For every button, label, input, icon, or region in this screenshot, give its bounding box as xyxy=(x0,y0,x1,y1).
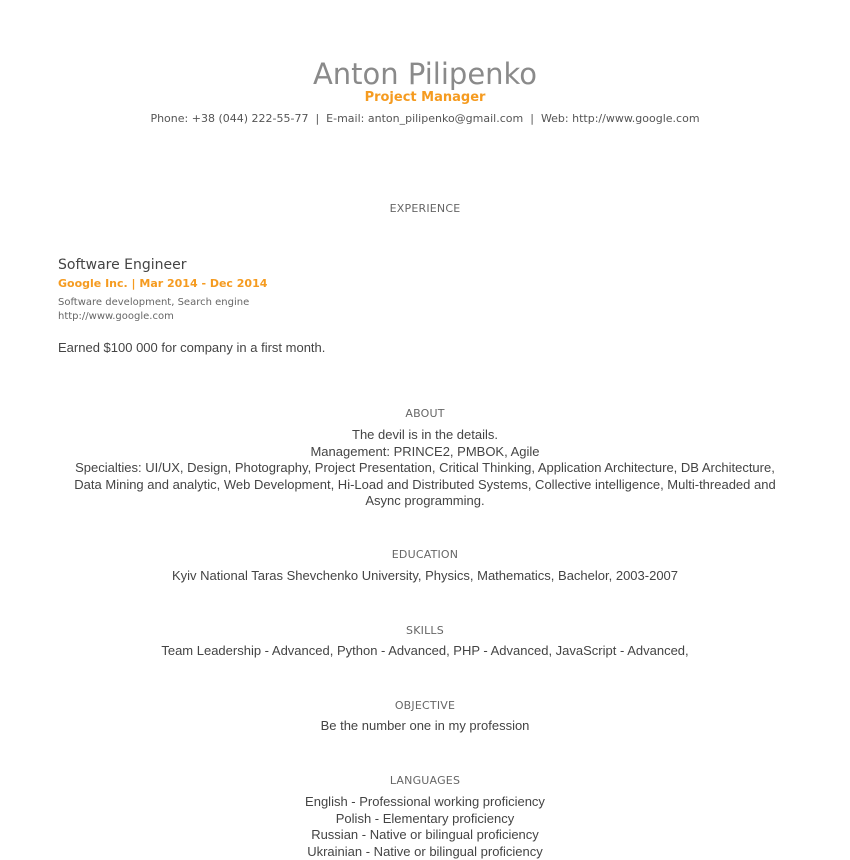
skills-text: Team Leadership - Advanced, Python - Advanced, PHP - Advanced, JavaScript - Advanced, xyxy=(70,643,780,660)
language-item: English - Professional working proficiency xyxy=(70,794,780,811)
language-item: Ukrainian - Native or bilingual proficiency xyxy=(70,844,780,860)
experience-role: Software Engineer xyxy=(58,256,798,274)
objective-text: Be the number one in my profession xyxy=(70,718,780,735)
language-item: Polish - Elementary proficiency xyxy=(70,811,780,828)
education-heading: EDUCATION xyxy=(0,548,850,561)
about-heading: ABOUT xyxy=(0,407,850,420)
education-text: Kyiv National Taras Shevchenko University, Physics, Mathematics, Bachelor, 2003-2007 xyxy=(70,568,780,585)
web-text: Web: http://www.google.com xyxy=(541,112,700,125)
skills-heading: SKILLS xyxy=(0,624,850,637)
about-line: Specialties: UI/UX, Design, Photography, Project Presentation, Critical Thinking, Application Architecture, DB Architecture, Data Mining and analytic, Web Development, Hi-Load and Distributed Systems, Collective intelligence, Multi-threaded and Async programming. xyxy=(70,460,780,510)
objective-heading: OBJECTIVE xyxy=(0,699,850,712)
experience-tags: Software development, Search engine xyxy=(58,296,798,310)
phone-text: Phone: +38 (044) 222-55-77 xyxy=(150,112,308,125)
languages-heading: LANGUAGES xyxy=(0,774,850,787)
about-line: The devil is in the details. xyxy=(70,427,780,444)
language-item: Russian - Native or bilingual proficiency xyxy=(70,827,780,844)
contact-line xyxy=(0,112,850,126)
experience-company-dates: Google Inc. | Mar 2014 - Dec 2014 xyxy=(58,277,798,291)
about-content xyxy=(70,427,780,510)
email-text: E-mail: anton_pilipenko@gmail.com xyxy=(326,112,523,125)
experience-heading: EXPERIENCE xyxy=(0,202,850,215)
experience-item xyxy=(58,256,798,356)
person-name: Anton Pilipenko xyxy=(0,56,850,92)
job-title: Project Manager xyxy=(0,91,850,105)
resume-header xyxy=(0,56,850,126)
languages-list xyxy=(70,794,780,860)
contact-separator: | xyxy=(308,112,326,125)
about-line: Management: PRINCE2, PMBOK, Agile xyxy=(70,444,780,461)
experience-url: http://www.google.com xyxy=(58,310,798,324)
contact-separator: | xyxy=(523,112,541,125)
experience-description: Earned $100 000 for company in a first month. xyxy=(58,340,798,356)
